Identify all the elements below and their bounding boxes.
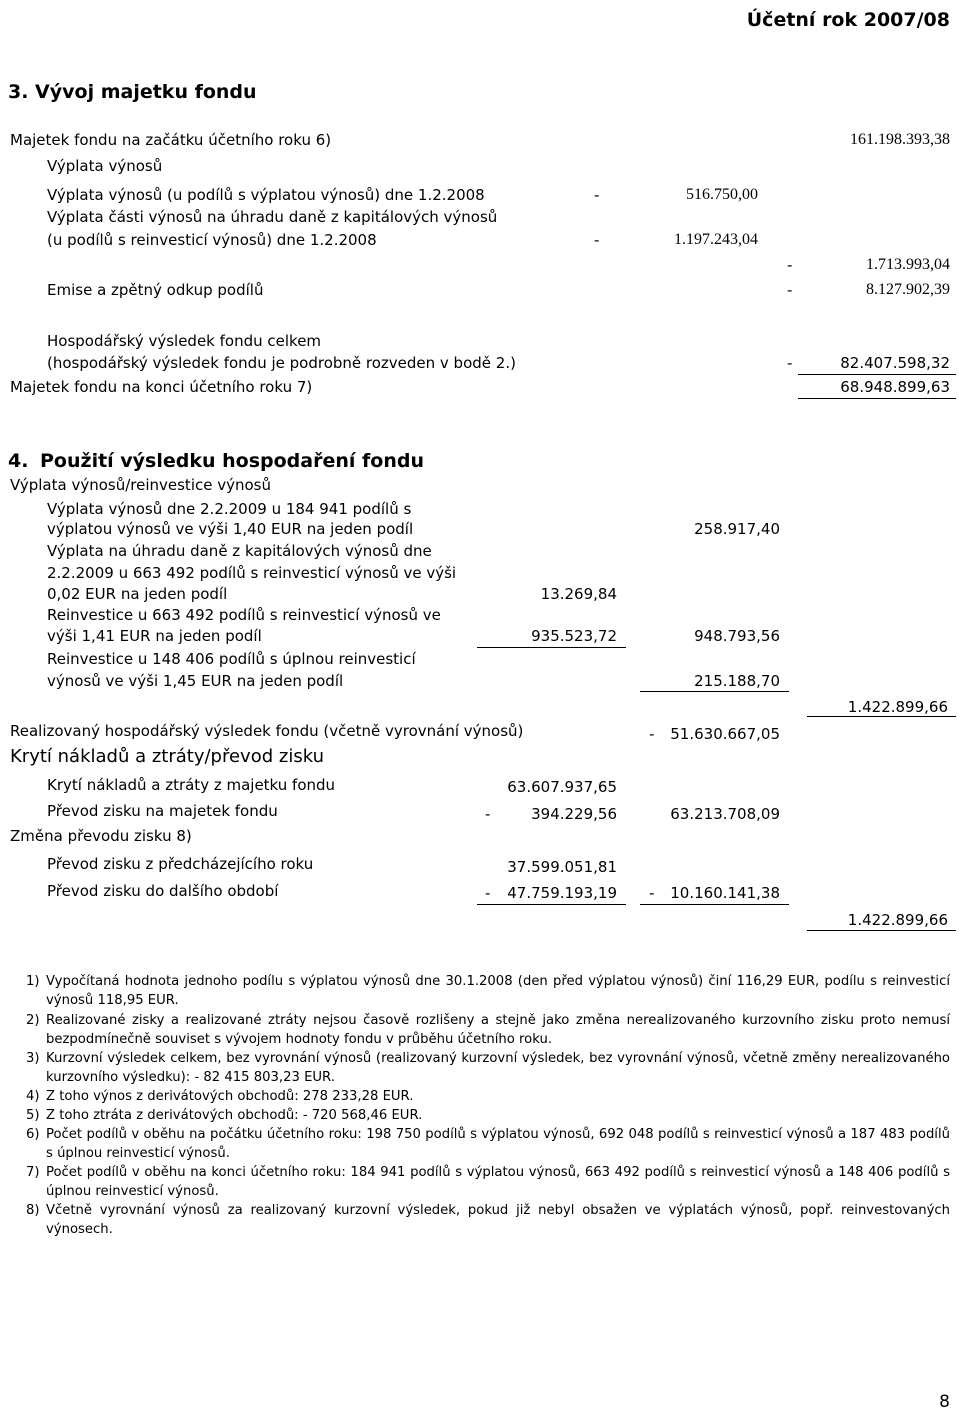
footnote-number: 1) [26, 974, 40, 989]
realized-result-label: Realizovaný hospodářský výsledek fondu (včetně vyrovnání výnosů) [10, 722, 524, 740]
change1-label: Převod zisku z předcházejícího roku [47, 855, 314, 873]
footnote-1 [26, 973, 950, 1010]
payout-line2-sign: - [594, 231, 600, 249]
end-assets-label: Majetek fondu na konci účetního roku 7) [10, 378, 313, 396]
footnote-2 [26, 1012, 950, 1049]
change2-value: 47.759.193,19 [507, 884, 617, 902]
footnote-number: 4) [26, 1089, 40, 1104]
emission-value: 8.127.902,39 [866, 281, 950, 298]
cover2-label: Převod zisku na majetek fondu [47, 802, 278, 820]
change2-underline [477, 904, 626, 905]
footnote-8 [26, 1202, 950, 1239]
cover1-value: 63.607.937,65 [507, 778, 617, 796]
section-4-heading-number: 4. [8, 450, 29, 472]
item1-label-a: Výplata výnosů dne 2.2.2009 u 184 941 podílů s [47, 500, 412, 518]
cover2-value: 394.229,56 [531, 805, 617, 823]
cover2-sign: - [485, 805, 491, 823]
change2-sign: - [485, 884, 491, 902]
change2-label: Převod zisku do dalšího období [47, 882, 279, 900]
item1-value: 258.917,40 [694, 520, 780, 538]
payout-line2-label-a: Výplata části výnosů na úhradu daně z kapitálových výnosů [47, 208, 498, 226]
item3-label-b: výši 1,41 EUR na jeden podíl [47, 627, 262, 645]
footnote-number: 3) [26, 1051, 40, 1066]
footnote-number: 2) [26, 1013, 40, 1028]
page-number: 8 [939, 1392, 950, 1412]
grand-total-underline [807, 930, 956, 931]
emission-sign: - [787, 281, 793, 299]
footnote-7 [26, 1164, 950, 1201]
emission-label: Emise a zpětný odkup podílů [47, 281, 264, 299]
realized-result-sign: - [649, 725, 655, 743]
footnote-text: Počet podílů v oběhu na počátku účetního roku: 198 750 podílů s výplatou výnosů, 692 048 podílů s reinvesticí výnosů a 187 483 podílů s úplnou reinvesticí výnosů. [46, 1127, 950, 1161]
footnote-text: Vypočítaná hodnota jednoho podílu s výplatou výnosů dne 30.1.2008 (den před výplatou výnosů) činí 116,29 EUR, podílu s reinvesticí výnosů 118,95 EUR. [46, 974, 950, 1008]
footnote-text: Realizované zisky a realizované ztráty nejsou časově rozlišeny a stejně jako změna nerealizovaného kurzovního zisku proto nemusí bezpodmínečně souviset s vývojem hodnoty fondu v průběhu účetního roku. [46, 1013, 950, 1047]
footnote-4 [26, 1088, 950, 1107]
footnote-text: Kurzovní výsledek celkem, bez vyrovnání výnosů (realizovaný kurzovní výsledek, bez vyrovnání výnosů, včetně změny nerealizovaného kurzovního výsledku): - 82 415 803,23 EUR. [46, 1051, 950, 1085]
realized-result-value: 51.630.667,05 [670, 725, 780, 743]
start-assets-label: Majetek fondu na začátku účetního roku 6) [10, 131, 332, 149]
item4-label-b: výnosů ve výši 1,45 EUR na jeden podíl [47, 672, 344, 690]
item3-label-a: Reinvestice u 663 492 podílů s reinvesticí výnosů ve [47, 606, 441, 624]
footnote-text: Počet podílů v oběhu na konci účetního roku: 184 941 podílů s výplatou výnosů, 663 492 podílů s reinvesticí výnosů a 148 406 podílů s úplnou reinvesticí výnosů. [46, 1165, 950, 1199]
item1-label-b: výplatou výnosů ve výši 1,40 EUR na jeden podíl [47, 520, 414, 538]
footnote-number: 8) [26, 1203, 40, 1218]
footnote-number: 6) [26, 1127, 40, 1142]
item4-label-a: Reinvestice u 148 406 podílů s úplnou reinvesticí [47, 650, 416, 668]
item3-value: 935.523,72 [531, 627, 617, 645]
footnote-text: Včetně vyrovnání výnosů za realizovaný kurzovní výsledek, pokud již nebyl obsažen ve výplatách výnosů, popř. reinvestovaných výnosech. [46, 1203, 950, 1237]
change-sum-value: 10.160.141,38 [670, 884, 780, 902]
payout-line1-label: Výplata výnosů (u podílů s výplatou výnosů) dne 1.2.2008 [47, 186, 485, 204]
change-heading: Změna převodu zisku 8) [10, 827, 192, 845]
footnote-6 [26, 1126, 950, 1163]
payout-line1-sign: - [594, 186, 600, 204]
start-assets-value: 161.198.393,38 [850, 131, 950, 148]
payout-label: Výplata výnosů [47, 157, 163, 175]
result-sign: - [787, 354, 793, 372]
payout-reinvest-label: Výplata výnosů/reinvestice výnosů [10, 476, 271, 494]
result-underline [798, 374, 956, 375]
payout-total-value: 1.713.993,04 [866, 256, 950, 273]
section-3-heading: 3. Vývoj majetku fondu [8, 81, 257, 103]
item2-label-b: 2.2.2009 u 663 492 podílů s reinvesticí výnosů ve výši [47, 564, 457, 582]
item2-label-c: 0,02 EUR na jeden podíl [47, 585, 228, 603]
item2-label-a: Výplata na úhradu daně z kapitálových výnosů dne [47, 542, 432, 560]
section-4-heading: Použití výsledku hospodaření fondu [40, 450, 424, 472]
payout-line1-value: 516.750,00 [686, 186, 758, 203]
payout-total-sign: - [787, 256, 793, 274]
footnote-text: Z toho ztráta z derivátových obchodů: - 720 568,46 EUR. [46, 1108, 423, 1123]
item3-underline [477, 647, 626, 648]
change-sum-underline [640, 904, 789, 905]
result-label-a: Hospodářský výsledek fondu celkem [47, 332, 322, 350]
footnote-5 [26, 1107, 950, 1126]
cover1-label: Krytí nákladů a ztráty z majetku fondu [47, 776, 336, 794]
result-label-b: (hospodářský výsledek fondu je podrobně rozveden v bodě 2.) [47, 354, 516, 372]
footnote-3 [26, 1050, 950, 1087]
item23-sum-value: 948.793,56 [694, 627, 780, 645]
change-sum-sign: - [649, 884, 655, 902]
item4-underline [640, 691, 789, 692]
end-assets-value: 68.948.899,63 [840, 378, 950, 396]
end-assets-underline [798, 398, 956, 399]
item2-value: 13.269,84 [540, 585, 617, 603]
item4-value: 215.188,70 [694, 672, 780, 690]
grand-total-value: 1.422.899,66 [847, 911, 948, 929]
payout-total-underline [807, 716, 956, 717]
footnote-number: 7) [26, 1165, 40, 1180]
payout-line2-label-b: (u podílů s reinvesticí výnosů) dne 1.2.2008 [47, 231, 377, 249]
document-header-title: Účetní rok 2007/08 [746, 9, 950, 31]
cover-heading: Krytí nákladů a ztráty/převod zisku [10, 746, 324, 767]
cover-sum-value: 63.213.708,09 [670, 805, 780, 823]
footnote-text: Z toho výnos z derivátových obchodů: 278 233,28 EUR. [46, 1089, 414, 1104]
change1-value: 37.599.051,81 [507, 858, 617, 876]
payout-total: 1.422.899,66 [847, 698, 948, 716]
footnote-number: 5) [26, 1108, 40, 1123]
payout-line2-value: 1.197.243,04 [674, 231, 758, 248]
result-value: 82.407.598,32 [840, 354, 950, 372]
